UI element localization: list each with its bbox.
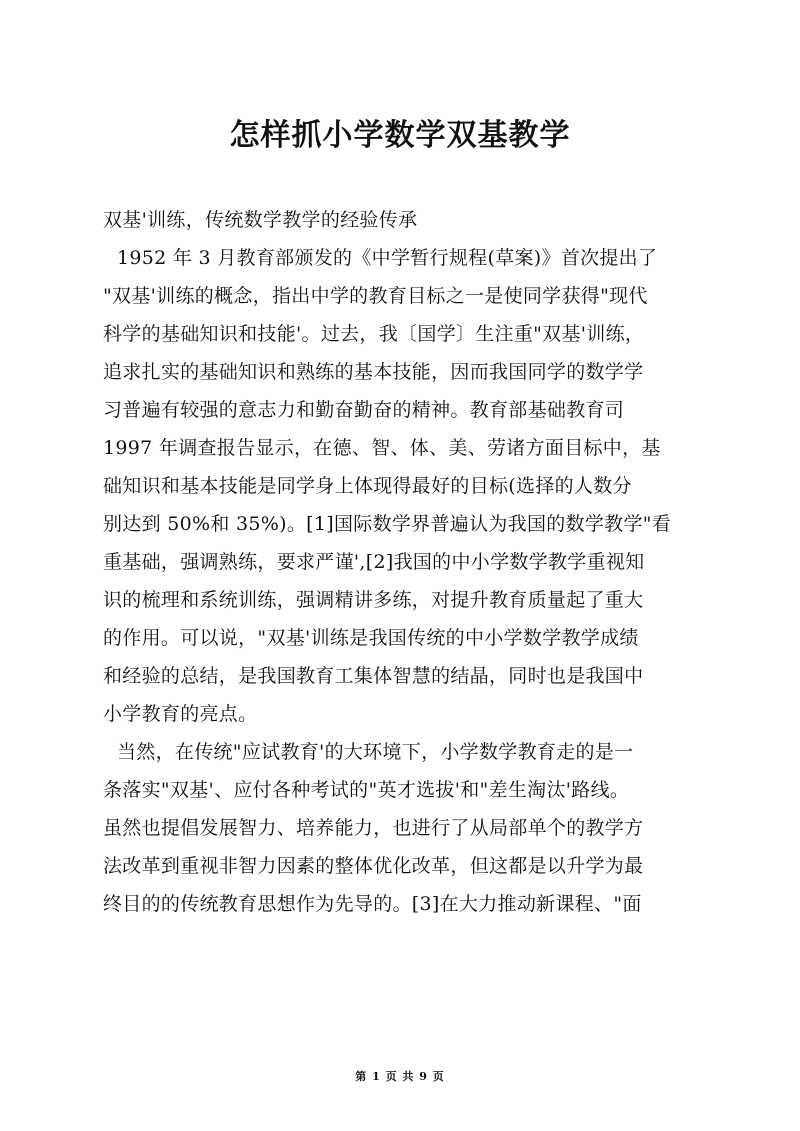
paragraph-line: 1952 年 3 月教育部颁发的《中学暂行规程(草案)》首次提出了 [117, 247, 658, 269]
paragraph-line: 追求扎实的基础知识和熟练的基本技能，因而我国同学的数学学 [103, 361, 644, 383]
paragraph-line: 重基础，强调熟练，要求严谨',[2]我国的中小学数学教学重视知 [103, 551, 645, 573]
paragraph-line: 1997 年调查报告显示，在德、智、体、美、劳诸方面目标中，基 [103, 437, 661, 459]
paragraph-line: 识的梳理和系统训练，强调精讲多练，对提升教育质量起了重大 [103, 589, 644, 611]
paragraph-line: 和经验的总结，是我国教育工集体智慧的结晶，同时也是我国中 [103, 665, 644, 687]
paragraph-line: 当然，在传统"应试教育'的大环境下，小学数学教育走的是一 [117, 741, 634, 763]
paragraph-line: 终目的的传统教育思想作为先导的。[3]在大力推动新课程、"面 [103, 893, 642, 915]
document-title: 怎样抓小学数学双基教学 [229, 118, 571, 153]
section-heading: 双基'训练，传统数学教学的经验传承 [103, 209, 418, 231]
paragraph-line: 础知识和基本技能是同学身上体现得最好的目标(选择的人数分 [103, 475, 632, 497]
paragraph-line: 法改革到重视非智力因素的整体优化改革，但这都是以升学为最 [103, 855, 644, 877]
paragraph-line: "双基'训练的概念，指出中学的教育目标之一是使同学获得"现代 [103, 285, 648, 307]
paragraph-line: 科学的基础知识和技能'。过去，我〔国学〕生注重"双基'训练， [103, 323, 645, 345]
paragraph-line: 的作用。可以说，"双基'训练是我国传统的中小学数学教学成绩 [103, 627, 639, 649]
paragraph-line: 小学教育的亮点。 [103, 703, 258, 725]
paragraph-line: 习普遍有较强的意志力和勤奋勤奋的精神。教育部基础教育司 [103, 399, 625, 421]
paragraph-line: 虽然也提倡发展智力、培养能力，也进行了从局部单个的教学方 [103, 817, 644, 839]
document-body [103, 201, 709, 923]
page-number: 第 1 页 共 9 页 [355, 1070, 445, 1083]
paragraph-line: 别达到 50%和 35%)。[1]国际数学界普遍认为我国的数学教学"看 [103, 513, 672, 535]
paragraph-line: 条落实"双基'、应付各种考试的"英才选拔'和"差生淘汰'路线。 [103, 779, 630, 801]
